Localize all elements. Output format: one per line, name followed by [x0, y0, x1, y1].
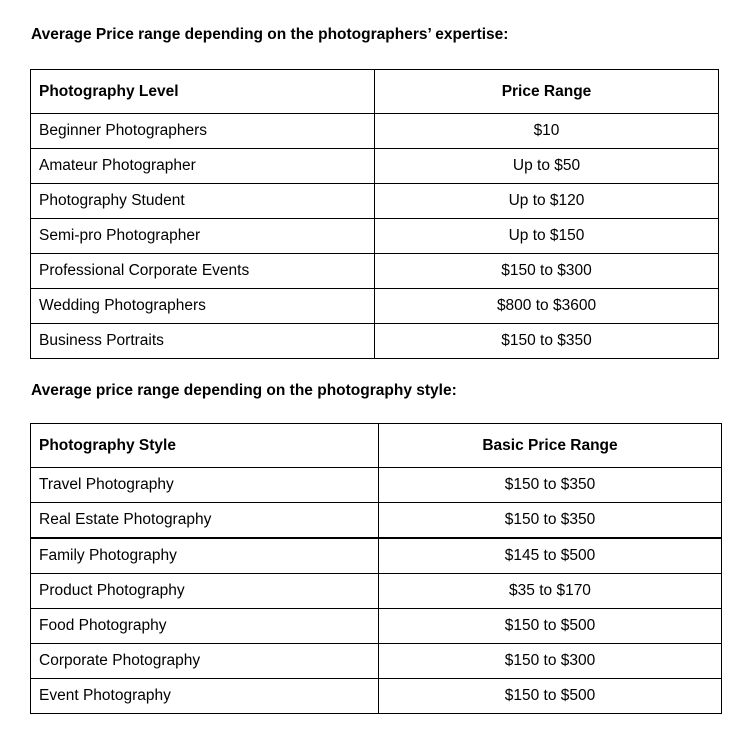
- table-header-row: [31, 424, 722, 468]
- level-cell: Photography Student: [31, 184, 375, 219]
- table-row: [31, 254, 719, 289]
- level-cell: Beginner Photographers: [31, 114, 375, 149]
- table-row: [31, 468, 722, 503]
- style-cell: Real Estate Photography: [31, 503, 379, 539]
- level-cell: Amateur Photographer: [31, 149, 375, 184]
- column-header-style: Photography Style: [31, 424, 379, 468]
- column-header-price: Price Range: [375, 70, 719, 114]
- table-row: [31, 574, 722, 609]
- price-cell: $35 to $170: [379, 574, 722, 609]
- table-row: [31, 184, 719, 219]
- table-row: [31, 324, 719, 359]
- expertise-heading: Average Price range depending on the photographers’ expertise:: [31, 26, 509, 43]
- price-cell: $145 to $500: [379, 538, 722, 574]
- table-row: [31, 219, 719, 254]
- price-cell: $150 to $500: [379, 609, 722, 644]
- table-row: [31, 503, 722, 539]
- price-cell: $800 to $3600: [375, 289, 719, 324]
- style-price-table: [30, 423, 722, 714]
- column-header-level: Photography Level: [31, 70, 375, 114]
- price-cell: Up to $120: [375, 184, 719, 219]
- price-cell: Up to $50: [375, 149, 719, 184]
- price-cell: $150 to $350: [375, 324, 719, 359]
- style-cell: Family Photography: [31, 538, 379, 574]
- table-row: [31, 609, 722, 644]
- price-cell: $150 to $500: [379, 679, 722, 714]
- style-cell: Product Photography: [31, 574, 379, 609]
- table-row: [31, 289, 719, 324]
- price-cell: $150 to $300: [379, 644, 722, 679]
- style-cell: Corporate Photography: [31, 644, 379, 679]
- table-row: [31, 114, 719, 149]
- style-heading: Average price range depending on the photography style:: [31, 382, 457, 399]
- style-cell: Event Photography: [31, 679, 379, 714]
- price-cell: $150 to $350: [379, 468, 722, 503]
- table-row: [31, 644, 722, 679]
- table-row: [31, 679, 722, 714]
- level-cell: Semi-pro Photographer: [31, 219, 375, 254]
- table-row: [31, 149, 719, 184]
- style-cell: Food Photography: [31, 609, 379, 644]
- level-cell: Professional Corporate Events: [31, 254, 375, 289]
- level-cell: Business Portraits: [31, 324, 375, 359]
- price-cell: $150 to $350: [379, 503, 722, 539]
- table-row: [31, 538, 722, 574]
- column-header-price: Basic Price Range: [379, 424, 722, 468]
- price-cell: $10: [375, 114, 719, 149]
- expertise-price-table: [30, 69, 719, 359]
- price-cell: Up to $150: [375, 219, 719, 254]
- level-cell: Wedding Photographers: [31, 289, 375, 324]
- price-cell: $150 to $300: [375, 254, 719, 289]
- style-cell: Travel Photography: [31, 468, 379, 503]
- table-header-row: [31, 70, 719, 114]
